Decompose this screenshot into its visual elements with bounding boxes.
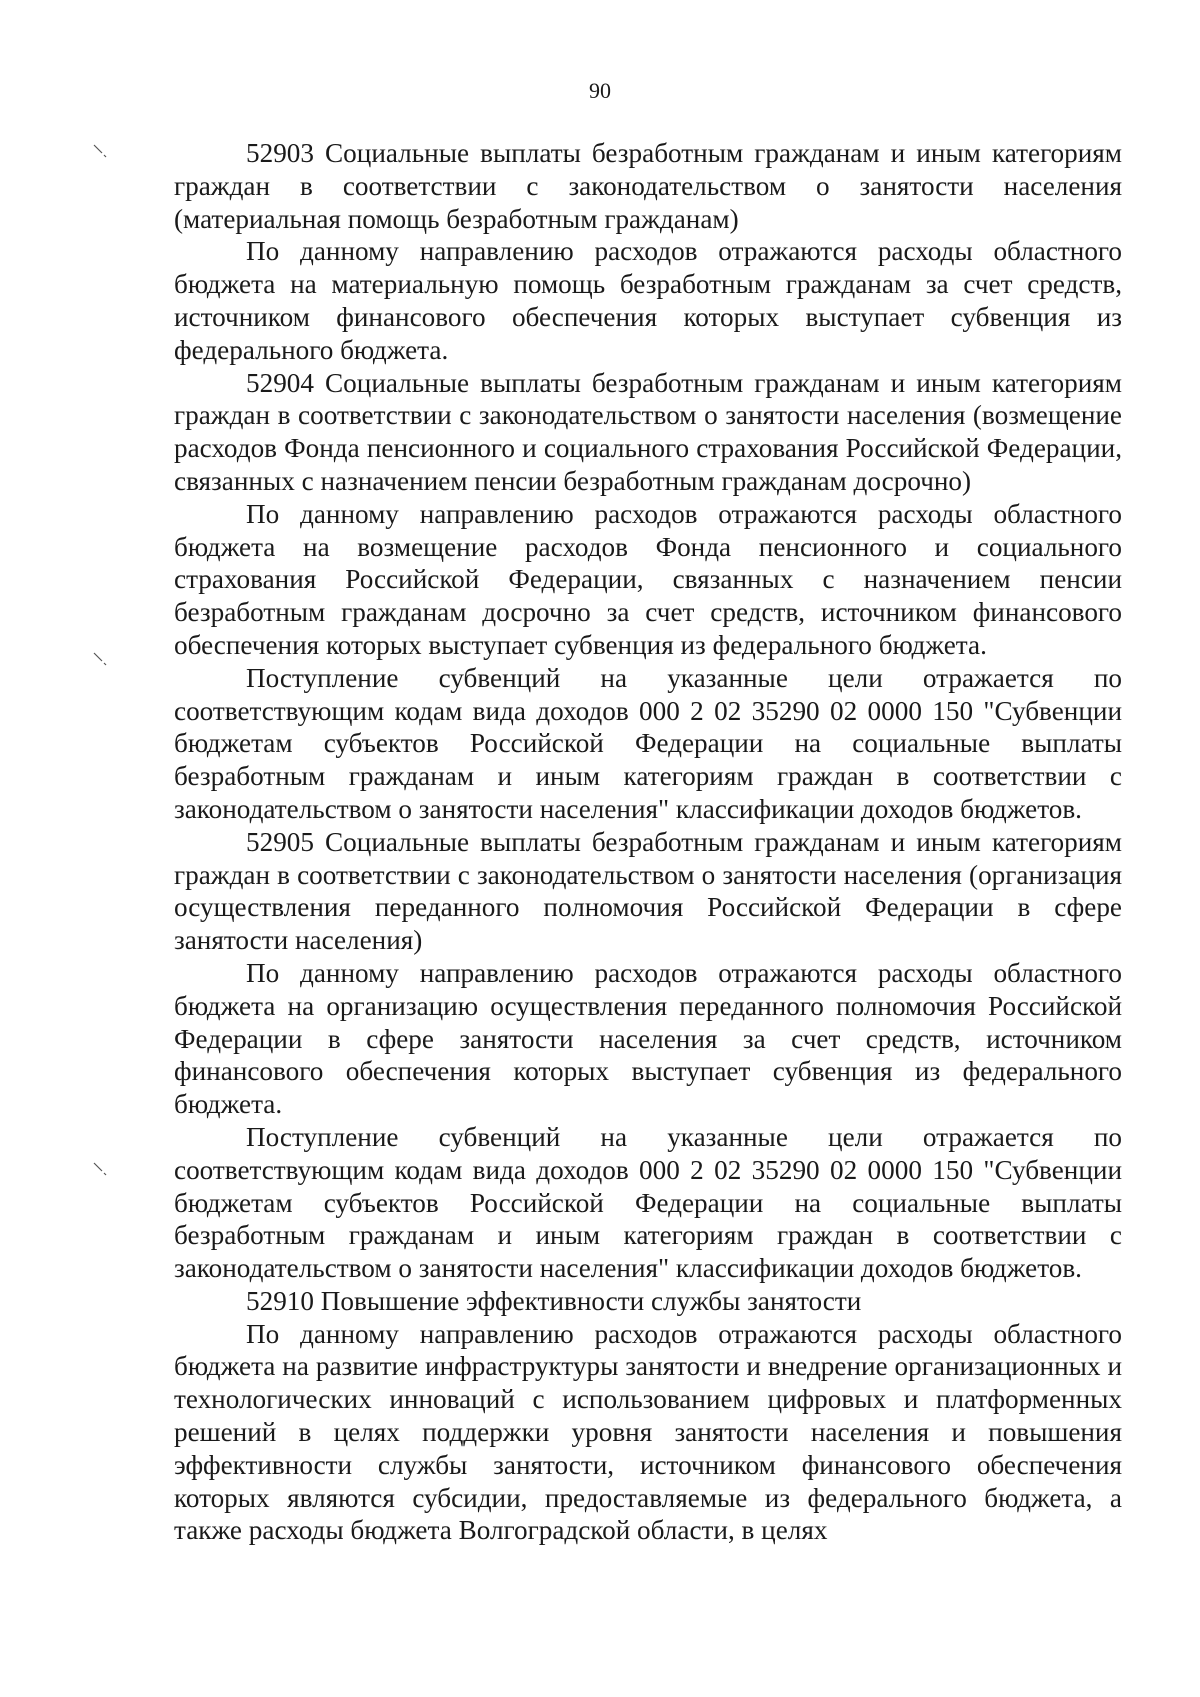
section-heading-52904: 52904 Социальные выплаты безработным гражданам и иным категориям граждан в соответствии с законодательством о занятости населения (возмещение расходов Фонда пенсионного и социального страхования Российской Федерации, связанных с назначением пенсии безработным гражданам досрочно) [174, 367, 1122, 496]
scan-mark [92, 650, 112, 670]
scan-mark [92, 1160, 112, 1180]
page-number: 90 [589, 78, 611, 103]
section-heading-52903: 52903 Социальные выплаты безработным гражданам и иным категориям граждан в соответствии с законодательством о занятости населения (материальная помощь безработным гражданам) [174, 138, 1122, 234]
paragraph: По данному направлению расходов отражаются расходы областного бюджета на возмещение расходов Фонда пенсионного и социального страхования Российской Федерации, связанных с назначением пенсии безработным гражданам досрочно за счет средств, источником финансового обеспечения которых выступает субвенция из федерального бюджета. [174, 498, 1122, 660]
paragraph: Поступление субвенций на указанные цели отражается по соответствующим кодам вида доходов 000 2 02 35290 02 0000 150 "Субвенции бюджетам субъектов Российской Федерации на социальные выплаты безработным гражданам и иным категориям граждан в соответствии с законодательством о занятости населения" классификации доходов бюджетов. [174, 1121, 1122, 1284]
document-body [174, 137, 1122, 1547]
paragraph: По данному направлению расходов отражаются расходы областного бюджета на развитие инфраструктуры занятости и внедрение организационных и технологических инноваций с использованием цифровых и платформенных решений в целях поддержки уровня занятости населения и повышения эффективности службы занятости, источником финансового обеспечения которых являются субсидии, предоставляемые из федерального бюджета, а также расходы бюджета Волгоградской области, в целях [174, 1318, 1122, 1546]
scan-mark [92, 142, 112, 162]
paragraph: По данному направлению расходов отражаются расходы областного бюджета на материальную помощь безработным гражданам за счет средств, источником финансового обеспечения которых выступает субвенция из федерального бюджета. [174, 236, 1122, 365]
section-heading-52910: 52910 Повышение эффективности службы занятости [246, 1285, 862, 1316]
section-heading-52905: 52905 Социальные выплаты безработным гражданам и иным категориям граждан в соответствии с законодательством о занятости населения (организация осуществления переданного полномочия Российской Федерации в сфере занятости населения) [174, 826, 1122, 956]
paragraph: По данному направлению расходов отражаются расходы областного бюджета на организацию осуществления переданного полномочия Российской Федерации в сфере занятости населения за счет средств, источником финансового обеспечения которых выступает субвенция из федерального бюджета. [174, 957, 1122, 1120]
paragraph: Поступление субвенций на указанные цели отражается по соответствующим кодам вида доходов 000 2 02 35290 02 0000 150 "Субвенции бюджетам субъектов Российской Федерации на социальные выплаты безработным гражданам и иным категориям граждан в соответствии с законодательством о занятости населения" классификации доходов бюджетов. [174, 662, 1122, 824]
